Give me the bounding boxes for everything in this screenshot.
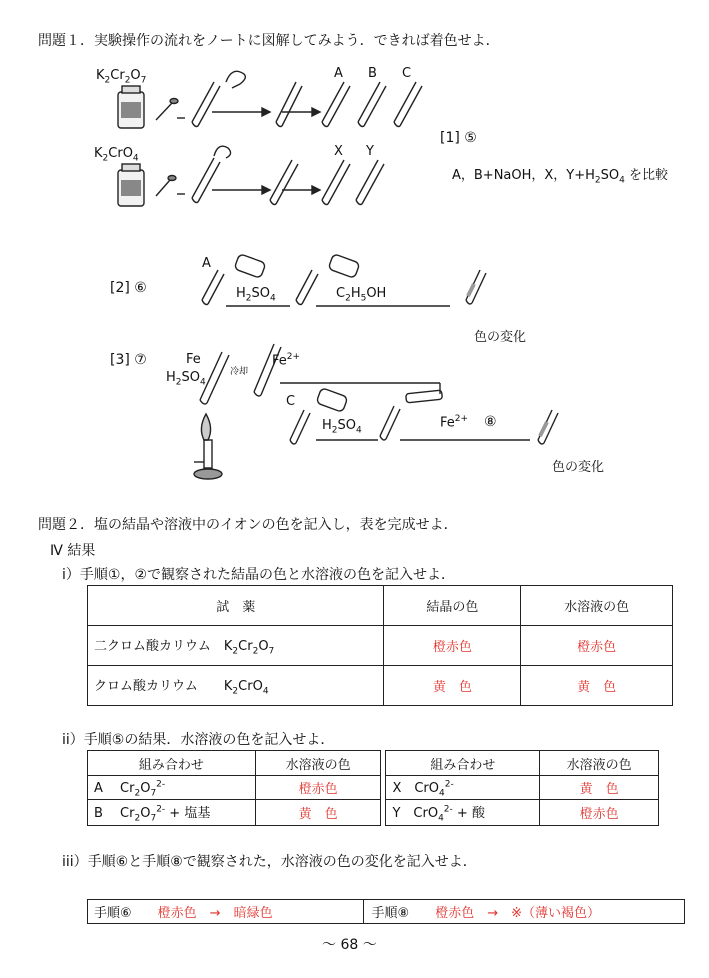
col-combination: 組み合わせ bbox=[88, 751, 256, 776]
step3-label: [3] ⑦ bbox=[110, 352, 147, 368]
fe2-label-b: $Fe^{2+}$ bbox=[440, 414, 469, 431]
part-i-title: i）手順①，②で観察された結晶の色と水溶液の色を記入せよ． bbox=[62, 567, 455, 583]
reagent-cell: 二クロム酸カリウム $K_2Cr_2O_7$ bbox=[88, 626, 384, 666]
solution-color-cell: 黄 色 bbox=[540, 776, 659, 800]
col-solution: 水溶液の色 bbox=[521, 586, 673, 626]
step3-fe: Fe bbox=[186, 352, 201, 367]
crystal-color-cell: 橙赤色 bbox=[384, 626, 521, 666]
table-row bbox=[88, 900, 685, 924]
col-crystal: 結晶の色 bbox=[384, 586, 521, 626]
solution-color-cell: 橙赤色 bbox=[540, 800, 659, 826]
formula-k2cro4: $K_2CrO_4$ bbox=[223, 678, 269, 697]
step8-cell: 手順⑧ 橙赤色 → ※（薄い褐色） bbox=[363, 900, 684, 924]
step2-ethanol: $C_2H_5OH$ bbox=[336, 286, 387, 304]
tube-label-x: X bbox=[334, 144, 343, 159]
combination-cell: Y CrO$_4^{2-}$ + 酸 bbox=[386, 800, 540, 826]
table-row bbox=[88, 800, 659, 826]
step2-acid: $H_2SO_4$ bbox=[236, 286, 276, 304]
step3-tube-label: C bbox=[286, 394, 296, 409]
step2-label: [2] ⑥ bbox=[110, 280, 147, 296]
tube-label-c: C bbox=[402, 66, 412, 81]
step1-label: [1] ⑤ bbox=[440, 130, 477, 146]
table-row bbox=[88, 776, 659, 800]
combination-cell: X CrO$_4^{2-}$ bbox=[386, 776, 540, 800]
crystal-color-cell: 黄 色 bbox=[384, 666, 521, 706]
step3-color-change: 色の変化 bbox=[552, 460, 605, 475]
page-number: ～ 68 ～ bbox=[322, 937, 377, 953]
question2-heading: 問題２．塩の結晶や溶液中のイオンの色を記入し，表を完成せよ． bbox=[38, 517, 458, 533]
step8-mark: ⑧ bbox=[484, 414, 497, 430]
step2-tube-label: A bbox=[202, 256, 211, 271]
results-section: Ⅳ 結果 bbox=[50, 543, 96, 559]
crystal-color-table bbox=[87, 585, 673, 706]
table-row bbox=[88, 666, 673, 706]
table-header-row bbox=[88, 751, 659, 776]
formula-k2cr2o7: $K_2Cr_2O_7$ bbox=[223, 638, 275, 657]
table-row bbox=[88, 626, 673, 666]
reagent-cell: クロム酸カリウム $K_2CrO_4$ bbox=[88, 666, 384, 706]
combination-cell: A $Cr_2O_7^{2-}$ bbox=[88, 776, 256, 800]
step3-acid: $H_2SO_4$ bbox=[166, 370, 206, 388]
table-header-row bbox=[88, 586, 673, 626]
reagent-k2cro4: $K_2CrO_4$ bbox=[94, 146, 139, 164]
col-combination-2: 組み合わせ bbox=[386, 751, 540, 776]
tube-label-a: A bbox=[334, 66, 343, 81]
question1-heading: 問題１．実験操作の流れをノートに図解してみよう．できれば着色せよ． bbox=[38, 33, 500, 49]
col-reagent: 試 薬 bbox=[88, 586, 384, 626]
reagent-k2cr2o7: $K_2Cr_2O_7$ bbox=[96, 68, 147, 86]
solution-color-cell: 黄 色 bbox=[255, 800, 381, 826]
step3-acid-b: $H_2SO_4$ bbox=[322, 418, 362, 436]
solution-color-cell: 橙赤色 bbox=[521, 626, 673, 666]
solution-color-cell: 橙赤色 bbox=[255, 776, 381, 800]
part-ii-title: ii）手順⑤の結果．水溶液の色を記入せよ． bbox=[62, 732, 335, 748]
step6-cell: 手順⑥ 橙赤色 → 暗緑色 bbox=[88, 900, 364, 924]
solution-color-cell: 黄 色 bbox=[521, 666, 673, 706]
tube-label-y: Y bbox=[366, 144, 374, 159]
col-solution-color: 水溶液の色 bbox=[255, 751, 381, 776]
tube-label-b: B bbox=[368, 66, 377, 81]
step1-note: A，B+NaOH，X，$Y+H_2SO_4$ を比較 bbox=[452, 168, 669, 186]
step2-color-change: 色の変化 bbox=[474, 330, 527, 345]
cooling-label: 冷却 bbox=[230, 367, 249, 377]
combination-cell: B $Cr_2O_7^{2-}$ + 塩基 bbox=[88, 800, 256, 826]
fe2-label: $Fe^{2+}$ bbox=[272, 352, 301, 369]
col-solution-color-2: 水溶液の色 bbox=[540, 751, 659, 776]
color-change-table bbox=[87, 899, 685, 924]
ion-color-table bbox=[87, 750, 659, 826]
part-iii-title: iii）手順⑥と手順⑧で観察された，水溶液の色の変化を記入せよ． bbox=[62, 854, 477, 870]
